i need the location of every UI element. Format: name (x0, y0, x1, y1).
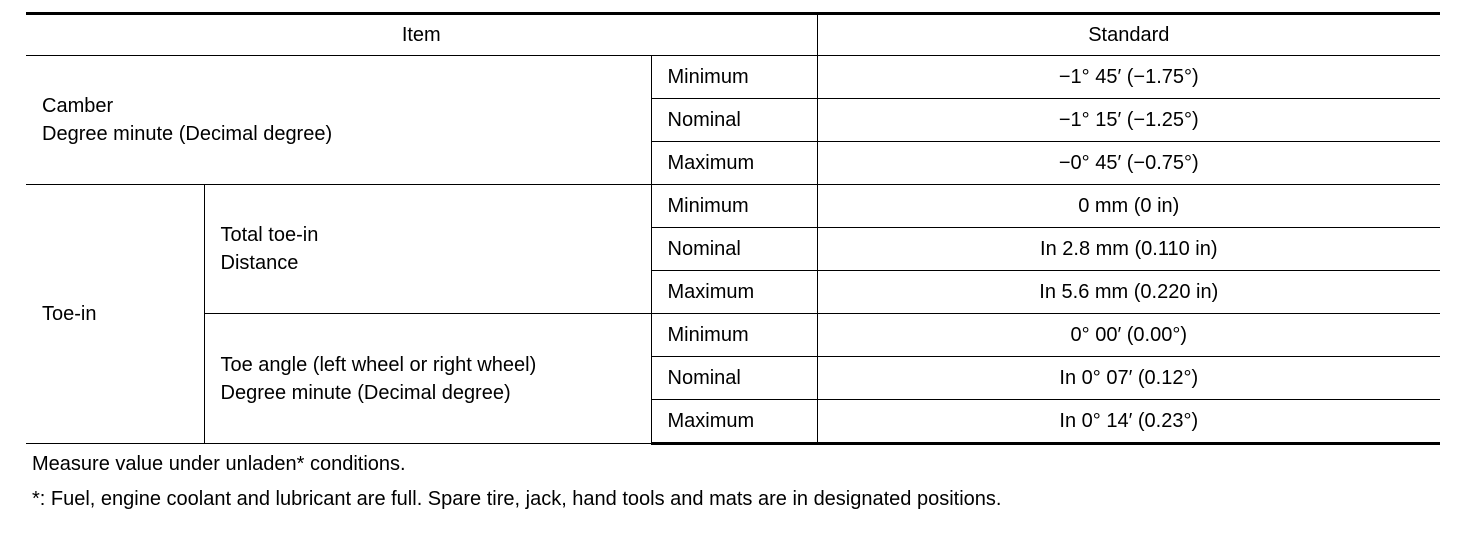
header-item: Item (26, 14, 817, 56)
level-label: Minimum (651, 314, 817, 357)
table-row (26, 185, 1440, 228)
table-row (26, 56, 1440, 99)
camber-label-line1: Camber (42, 95, 114, 117)
level-label: Minimum (651, 185, 817, 228)
toe-angle-label (204, 314, 651, 444)
level-label: Nominal (651, 99, 817, 142)
level-label: Nominal (651, 357, 817, 400)
level-label: Maximum (651, 142, 817, 185)
total-toe-in-label (204, 185, 651, 314)
standard-value: 0 mm (0 in) (817, 185, 1440, 228)
level-label: Minimum (651, 56, 817, 99)
table-row (26, 314, 1440, 357)
standard-value: 0° 00′ (0.00°) (817, 314, 1440, 357)
total-toe-in-line1: Total toe-in (220, 224, 319, 246)
total-toe-in-line2: Distance (220, 252, 299, 274)
standard-value: −1° 15′ (−1.25°) (817, 99, 1440, 142)
standard-value: −1° 45′ (−1.75°) (817, 56, 1440, 99)
header-standard: Standard (817, 14, 1440, 56)
standard-value: In 5.6 mm (0.220 in) (817, 271, 1440, 314)
level-label: Maximum (651, 400, 817, 444)
note-footnote: *: Fuel, engine coolant and lubricant are full. Spare tire, jack, hand tools and mats are in designated positions. (32, 488, 1002, 510)
table-header-row (26, 14, 1440, 56)
wheel-alignment-spec-table (26, 12, 1440, 445)
camber-label (26, 56, 651, 185)
standard-value: In 0° 07′ (0.12°) (817, 357, 1440, 400)
toe-angle-line2: Degree minute (Decimal degree) (220, 381, 511, 404)
level-label: Nominal (651, 228, 817, 271)
camber-label-line2: Degree minute (Decimal degree) (42, 123, 333, 145)
level-label: Maximum (651, 271, 817, 314)
toe-angle-line1: Toe angle (left wheel or right wheel) (220, 353, 537, 376)
standard-value: In 2.8 mm (0.110 in) (817, 228, 1440, 271)
standard-value: In 0° 14′ (0.23°) (817, 400, 1440, 444)
toe-in-label: Toe-in (26, 185, 204, 444)
note-unladen: Measure value under unladen* conditions. (32, 453, 406, 475)
standard-value: −0° 45′ (−0.75°) (817, 142, 1440, 185)
